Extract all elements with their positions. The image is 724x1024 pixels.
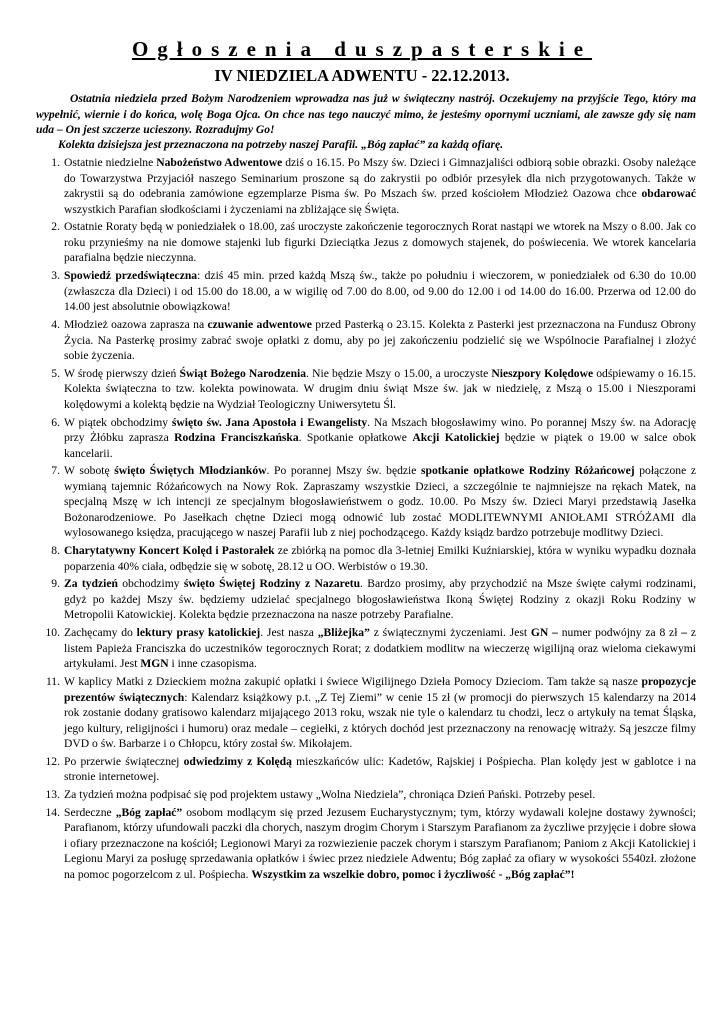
- item-text: Za tydzień można podpisać się pod projektem ustawy „Wolna Niedziela”, chroniąca Dzień Pański. Potrzeby pesel.: [64, 788, 596, 802]
- item-text-bold: „Bliżejka”: [317, 626, 370, 640]
- item-number: 6.: [51, 415, 60, 429]
- announcement-item: [0, 317, 696, 364]
- item-number: 2.: [51, 220, 60, 234]
- item-text-bold: lektury prasy katolickiej: [136, 626, 261, 640]
- item-text-bold: Nabożeństwo Adwentowe: [156, 156, 283, 170]
- announcement-item: [0, 674, 696, 752]
- item-text-bold: Za tydzień: [64, 577, 118, 591]
- item-text: . Spotkanie opłatkowe: [298, 431, 413, 445]
- item-text: . Nie będzie Mszy o 15.00, a uroczyste: [306, 366, 492, 380]
- announcement-item: [0, 155, 696, 217]
- item-text: W sobotę: [64, 464, 115, 478]
- item-text-bold: odwiedzimy z Kolędą: [183, 754, 292, 768]
- item-text: Serdeczne: [64, 805, 116, 819]
- item-text-bold: MGN: [140, 657, 169, 671]
- item-text: obchodzimy: [117, 577, 184, 591]
- announcement-item: [0, 787, 696, 803]
- item-text-bold: Spowiedź przedświąteczna: [64, 269, 198, 283]
- item-text-bold: Charytatywny Koncert Kolęd i Pastorałek: [64, 544, 275, 558]
- announcement-item: [0, 805, 696, 883]
- item-text: i inne czasopisma.: [168, 657, 257, 671]
- item-number: 12.: [45, 754, 60, 768]
- item-number: 7.: [51, 464, 60, 478]
- item-text: : Kalendarz książkowy p.t. „Z Tej Ziemi” w cenie 15 zł (w promocji do pierwszych 15 kalendarzy na 2014 rok zostanie dodany gratisowo kalendarz mijającego 2013 roku, wszak nie tyle o kalendarz tu chodzi, lecz o artykuły na temat Śląska, jego kultury, religijności i humoru) oraz medale – cegiełki, z których dochód jest przeznaczony na renowację witraży. Są jeszcze filmy DVD o św. Barbarze i o Chłopcu, który został św. Mikołajem.: [64, 690, 696, 751]
- item-text: W piątek obchodzimy: [64, 415, 172, 429]
- item-number: 8.: [51, 544, 60, 558]
- announcement-item: [0, 625, 696, 672]
- item-text-bold: propozycje prezentów świątecznych: [64, 674, 696, 704]
- item-text: numer podwójny za 8 zł: [557, 626, 682, 640]
- item-text-bold: Akcji Katolickiej: [412, 431, 500, 445]
- item-text: Zachęcamy do: [64, 626, 137, 640]
- page-subtitle: IV NIEDZIELA ADWENTU - 22.12.2013.: [214, 66, 510, 86]
- item-text: wszystkich Parafian słodkościami i życzeniami na zbliżające się Święta.: [64, 202, 400, 216]
- item-text-bold: –: [681, 626, 688, 640]
- item-number: 5.: [51, 366, 60, 380]
- item-text-bold: GN –: [530, 626, 558, 640]
- item-text: . Jest nasza: [260, 626, 318, 640]
- item-text: połączone z wymianą tajemnic Różańcowych na Nowy Rok. Zapraszamy wszystkie Dzieci, a szczególnie te najmniejsze na rękach Matek, na specjalną Mszę w ich intencji ze specjalnym błogosławieństwem o godz. 10.00. Po Mszy św. Dzieci Maryi przedstawią Jasełka Bożonarodzeniowe. Po Jasełkach chętne Dzieci mogą odnowić lub zostać MODLITEWNYMI ANIOŁAMI STRÓŻAMI dla wylosowanego księdza, pracującego w naszej Parafii lub z niej pochodzącego. Każdy ksiądz bardzo potrzebuje modlitwy Dzieci.: [64, 464, 696, 540]
- item-number: 14.: [45, 805, 60, 819]
- item-text: . Na Mszach błogosławimy wino. Po porannej Mszy św. na Adorację przy Żłóbku zaprasza: [64, 415, 696, 445]
- item-number: 11.: [45, 674, 60, 688]
- item-text: mieszkańców ulic: Kadetów, Rajskiej i Pośpiecha. Plan kolędy jest w gablotce i na stronie internetowej.: [64, 754, 696, 784]
- item-text: przed Pasterką o 23.15. Kolekta z Pasterki jest przeznaczona na Fundusz Obrony Życia. Na Pasterkę prosimy zabrać swoje opłatki z domu, aby po jej zakończeniu podzielić się we Wspólnocie Parafialnej i złożyć sobie życzenia.: [64, 317, 697, 363]
- item-text: Ostatnie Roraty będą w poniedziałek o 18.00, zaś uroczyste zakończenie tegorocznych Rorat nastąpi we wtorek na Mszy o 8.00. Jak co roku przynieśmy na nie domowe stajenki lub figurki Dzieciątka Jezus z domowych stajenek, do poświecenia. We wtorek kancelaria parafialna będzie nieczynna.: [64, 220, 696, 265]
- item-text-bold: święto Świętej Rodziny z Nazaretu: [183, 577, 361, 591]
- announcement-item: [0, 754, 696, 785]
- item-text-bold: „Bóg zapłać”: [115, 805, 183, 819]
- item-text-bold: Wszystkim za wszelkie dobro, pomoc i życzliwość - „Bóg zapłać”!: [251, 867, 575, 881]
- item-text: Młodzież oazowa zaprasza na: [64, 317, 208, 331]
- announcement-item: [0, 543, 696, 574]
- announcement-item: [0, 415, 696, 462]
- announcement-item: [0, 219, 696, 266]
- item-text-bold: obdarować: [641, 187, 696, 201]
- item-text: W środę pierwszy dzień: [64, 366, 180, 380]
- item-number: 4.: [51, 317, 60, 331]
- item-text-bold: święto Świętych Młodzianków: [114, 464, 267, 478]
- item-text-bold: Nieszpory Kolędowe: [491, 366, 594, 380]
- announcement-item: [0, 268, 696, 315]
- item-text: będzie w piątek o 19.00 w salce obok kancelarii.: [64, 431, 696, 460]
- item-text-bold: czuwanie adwentowe: [207, 317, 312, 331]
- item-text: Po przerwie świątecznej: [64, 754, 184, 768]
- item-text: W kaplicy Matki z Dzieckiem można zakupić opłatki i świece Wigilijnego Dzieła Pomocy Dzieciom. Tam także są nasze: [64, 674, 642, 688]
- announcement-item: [0, 463, 696, 541]
- item-text: z listem Papieża Franciszka do uczestników tegorocznych Rorat; z dodatkiem modlitw na wieczerzę wigilijną oraz wieloma ciekawymi artykułami. Jest: [64, 626, 696, 671]
- announcement-item: [0, 576, 696, 623]
- page-title: Ogłoszenia duszpasterskie: [131, 37, 593, 61]
- intro-text: Ostatnia niedziela przed Bożym Narodzeniem wprowadza nas już w świąteczny nastrój. Oczekujemy na przyjście Tego, który ma wypełnić, wiernie i do końca, wolę Boga Ojca. On chce nas tego nauczyć mimo, że jesteśmy opornymi uczniami, ale zawsze gdy się nam uda – On jest szczerze ucieszony. Rozradujmy Go!: [36, 92, 696, 137]
- item-text: odśpiewamy o 16.15. Kolekta świąteczna to tzw. kolekta powinowata. W drugim dniu świąt Msze św. jak w niedzielę, z Mszą o 15.00 i Nieszporami kolędowymi a kolektą będzie na Wydział Teologiczny Uniwersytetu Śl.: [64, 366, 696, 411]
- collection-note: Kolekta dzisiejsza jest przeznaczona na potrzeby naszej Parafii. „Bóg zapłać” za każdą ofiarę.: [58, 138, 504, 152]
- item-number: 3.: [51, 269, 60, 283]
- item-text-bold: Świąt Bożego Narodzenia: [179, 366, 307, 380]
- item-text: . Po porannej Mszy św. będzie: [266, 464, 422, 478]
- item-text: dziś o 16.15. Po Mszy św. Dzieci i Gimnazjaliści odbiorą sobie obrazki. Osoby należące do Towarzystwa Przyjaciół naszego Seminarium proszone są do zakrystii po odbiór przesyłek dla nich przygotowanych. Także w zakrystii są do odebrania zamówione egzemplarze Pisma św. Po Mszach św. przed kościołem Młodzież Oazowa chce: [64, 156, 696, 201]
- item-text: Ostatnie niedzielne: [64, 156, 157, 170]
- item-text: : dziś 45 min. przed każdą Mszą św., także po południu i wieczorem, w poniedziałek od 6.30 do 10.00 (zwłaszcza dla Dzieci) i od 15.00 do 18.00, a w wigilię od 7.00 do 8.00, od 9.00 do 12.00 i od 14.00 do 16.00. Przerwa od 12.00 do 14.00 jest absolutnie obowiązkowa!: [64, 269, 696, 314]
- announcement-item: [0, 366, 696, 413]
- item-text-bold: spotkanie opłatkowe Rodziny Różańcowej: [421, 464, 635, 478]
- item-text: . Bardzo prosimy, aby przychodzić na Msze święte całymi rodzinami, gdyż po każdej Mszy św. będziemy udzielać specjalnego błogosławieństwa Ikoną Świętej Rodziny z okazji Roku Rodziny w Metropolii Katowickiej. Kolekta będzie przeznaczona na nasze potrzeby Parafialne.: [64, 577, 697, 622]
- item-text: osobom modlącym się przed Jezusem Eucharystycznym; tym, którzy wydawali kolejne dostawy żywności; Parafianom, którzy ufundowali paczki dla chorych, naszym drogim Chorym i Starszym Parafianom za życzliwe przyjęcie i dobre słowa i ofiary przeznaczone na kościół; Legionowi Maryi za rozwiezienie paczek chorym i starszym Parafianom; Paniom z Akcji Katolickiej i Legionu Maryi za posługę sprzedawania opłatków i świec przez niedziele Adwentu; Bóg zapłać za ofiary w wysokości 5540zł. złożone na pomoc pogorzelcom z ul. Pośpiecha.: [64, 805, 697, 881]
- item-text-bold: Rodzina Franciszkańska: [174, 431, 299, 445]
- item-text: ze zbiórką na pomoc dla 3-letniej Emilki Kuźniarskiej, która w wyniku wypadku doznała poparzenia 40% ciała, odbędzie się w sobotę, 28.12 u OO. Werbistów o 19.30.: [64, 544, 696, 573]
- item-number: 13.: [45, 788, 60, 802]
- item-text-bold: święto św. Jana Apostoła i Ewangelisty: [171, 415, 368, 429]
- announcement-list: [0, 155, 696, 882]
- intro-paragraph: [36, 91, 696, 137]
- item-text: z świątecznymi życzeniami. Jest: [369, 626, 531, 640]
- item-number: 1.: [51, 156, 60, 170]
- item-number: 9.: [51, 577, 60, 591]
- item-number: 10.: [45, 626, 60, 640]
